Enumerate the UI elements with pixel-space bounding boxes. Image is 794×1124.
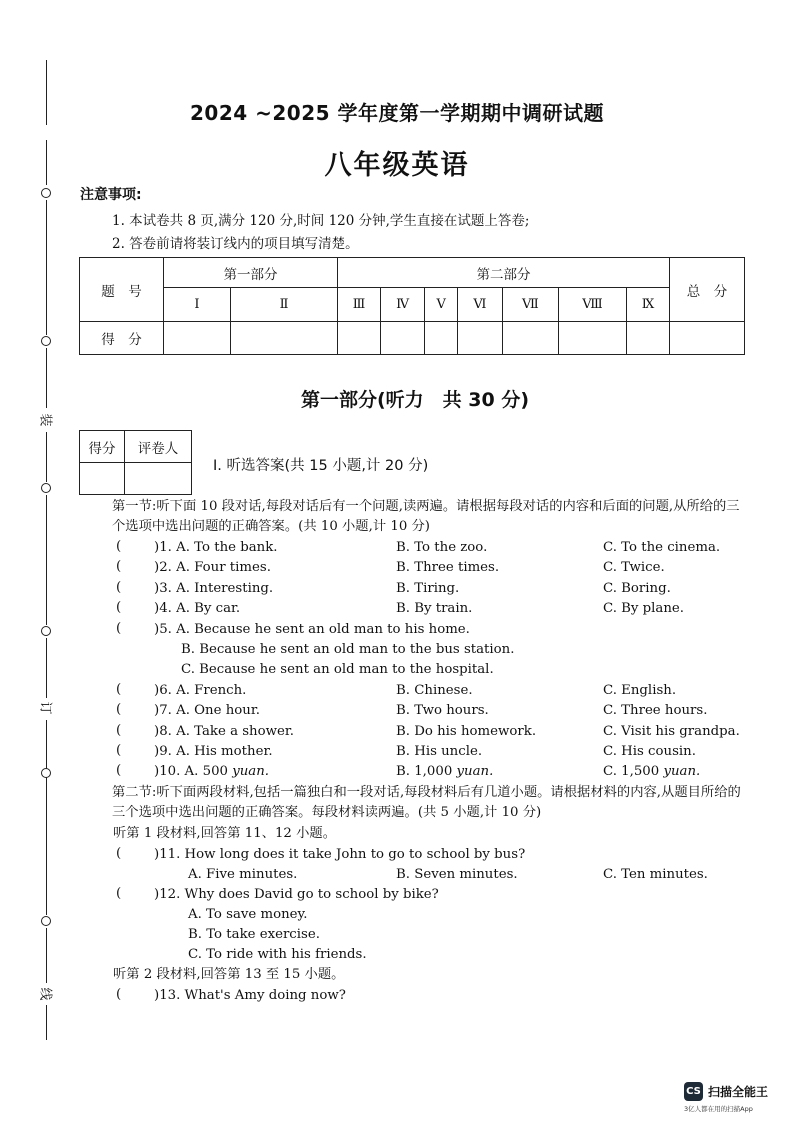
option-c: C. Boring. [603,581,671,596]
binding-hole-icon [41,483,51,493]
margin-line [46,432,47,482]
q10-option-c: C. 1,500 [603,764,664,779]
option-b: B. Chinese. [396,683,473,698]
option-c: C. Ten minutes. [603,867,708,882]
part1-header: 第一部分 [164,258,338,288]
answer-blank[interactable]: ( [116,621,122,636]
score-cell[interactable] [458,322,503,355]
section1-instruction [80,497,748,537]
q10-option-b: B. 1,000 [396,764,457,779]
column-numeral: Ⅲ [338,288,381,322]
margin-line [46,780,47,915]
exam-title: 2024 ~2025 学年度第一学期期中调研试题 [189,101,604,125]
subject-title: 八年级英语 [324,150,470,181]
question-4: )4. A. By car. [154,601,241,616]
answer-blank[interactable]: ( [116,846,122,861]
margin-line [46,200,47,335]
binding-hole-icon [41,768,51,778]
score-label: 得 分 [80,322,164,355]
option-c: C. To ride with his friends. [188,947,367,962]
column-numeral: Ⅳ [380,288,424,322]
question-12: )12. Why does David go to school by bike? [154,887,439,902]
answer-blank[interactable]: ( [116,723,122,738]
notice-item: 2. 答卷前请将装订线内的项目填写清楚。 [112,236,359,252]
instruction-text: 第二节:听下面两段材料,包括一篇独白和一段对话,每段材料后有几道小题。请根据材料的内容,从题目所给的三个选项中选出问题的正确答案。每段材料读两遍。(共 5 小题,计 10 分) [112,785,741,820]
question-2: )2. A. Four times. [154,560,271,575]
score-cell[interactable] [164,322,231,355]
margin-line [46,495,47,625]
option-b: B. By train. [396,601,473,616]
option-b: B. Tiring. [396,581,460,596]
question-8: )8. A. Take a shower. [154,724,294,739]
answer-blank[interactable]: ( [116,559,122,574]
option-c: C. To the cinema. [603,540,721,555]
cs-logo-icon: CS [684,1082,703,1101]
binding-hole-icon [41,336,51,346]
column-numeral: Ⅵ [458,288,503,322]
option-c: C. By plane. [603,601,685,616]
answer-blank[interactable]: ( [116,987,122,1002]
part-one-title: 第一部分(听力 共 30 分) [300,389,530,411]
option-b: B. To the zoo. [396,540,488,555]
total-label: 总 分 [670,258,745,322]
margin-char: 装 [37,413,53,427]
total-score-cell[interactable] [670,322,745,355]
watermark-name: 扫描全能王 [708,1085,769,1099]
option-b: B. His uncle. [396,744,483,759]
part2-header: 第二部分 [338,258,670,288]
notice-heading: 注意事项: [80,187,142,203]
option-b: B. Three times. [396,560,500,575]
grader-score-cell[interactable] [80,463,125,495]
question-7: )7. A. One hour. [154,703,260,718]
instruction-text: 第一节:听下面 10 段对话,每段对话后有一个问题,读两遍。请根据每段对话的内容和后面的问题,从所给的三个选项中选出问题的正确答案。(共 10 小题,计 10 分) [112,499,740,534]
question-3: )3. A. Interesting. [154,581,274,596]
question-label: 题 号 [80,258,164,322]
option-b: B. Seven minutes. [396,867,518,882]
column-numeral: Ⅴ [425,288,458,322]
grader-box [79,430,192,495]
question-13: )13. What's Amy doing now? [154,988,346,1003]
option-b: B. To take exercise. [188,927,320,942]
option-a: A. To save money. [188,907,308,922]
answer-blank[interactable]: ( [116,580,122,595]
margin-line [46,1005,47,1040]
option-c: C. Twice. [603,560,665,575]
option-c: C. English. [603,683,677,698]
material-2-heading: 听第 2 段材料,回答第 13 至 15 小题。 [113,967,345,982]
margin-char: 线 [37,987,53,1001]
column-numeral: Ⅸ [627,288,670,322]
section-title: Ⅰ. 听选答案(共 15 小题,计 20 分) [213,458,429,474]
binding-hole-icon [41,626,51,636]
question-5: )5. A. Because he sent an old man to his home. [154,622,470,637]
option-c [603,763,700,781]
watermark-tagline: 3亿人都在用的扫描App [684,1105,753,1113]
option-c: C. Visit his grandpa. [603,724,740,739]
answer-blank[interactable]: ( [116,682,122,697]
binding-hole-icon [41,188,51,198]
option-c: C. Because he sent an old man to the hospital. [181,662,494,677]
answer-blank[interactable]: ( [116,702,122,717]
score-cell[interactable] [425,322,458,355]
margin-line [46,928,47,983]
currency-unit: yuan. [663,764,701,779]
grader-score-label: 得分 [80,431,125,463]
answer-blank[interactable]: ( [116,539,122,554]
column-numeral: Ⅶ [502,288,558,322]
margin-line [46,638,47,698]
option-c: C. His cousin. [603,744,696,759]
margin-char: 订 [37,701,53,715]
option-b [396,763,493,781]
answer-blank[interactable]: ( [116,743,122,758]
score-cell[interactable] [338,322,381,355]
question-11: )11. How long does it take John to go to school by bus? [154,847,526,862]
option-a: A. Five minutes. [188,867,298,882]
material-1-heading: 听第 1 段材料,回答第 11、12 小题。 [113,826,336,841]
option-b: B. Do his homework. [396,724,537,739]
currency-unit: yuan. [232,764,270,779]
option-b: B. Two hours. [396,703,489,718]
grader-reviewer-cell[interactable] [125,463,192,495]
question-6: )6. A. French. [154,683,247,698]
q10-option-a: )10. A. 500 [154,764,233,779]
scanner-watermark [684,1082,768,1101]
score-cell[interactable] [230,322,337,355]
column-numeral: Ⅰ [164,288,231,322]
score-cell[interactable] [380,322,424,355]
question-1: )1. A. To the bank. [154,540,278,555]
answer-blank[interactable]: ( [116,886,122,901]
column-numeral: Ⅱ [230,288,337,322]
column-numeral: Ⅷ [559,288,627,322]
score-cell[interactable] [559,322,627,355]
binding-hole-icon [41,916,51,926]
question-9: )9. A. His mother. [154,744,273,759]
score-cell[interactable] [627,322,670,355]
option-b: B. Because he sent an old man to the bus station. [181,642,515,657]
notice-item: 1. 本试卷共 8 页,满分 120 分,时间 120 分钟,学生直接在试题上答卷; [112,213,530,229]
currency-unit: yuan. [456,764,494,779]
section2-instruction [80,783,748,823]
answer-blank[interactable]: ( [116,763,122,778]
grader-reviewer-label: 评卷人 [125,431,192,463]
answer-blank[interactable]: ( [116,600,122,615]
score-table [79,257,745,355]
option-c: C. Three hours. [603,703,708,718]
score-cell[interactable] [502,322,558,355]
question-10 [154,763,269,781]
